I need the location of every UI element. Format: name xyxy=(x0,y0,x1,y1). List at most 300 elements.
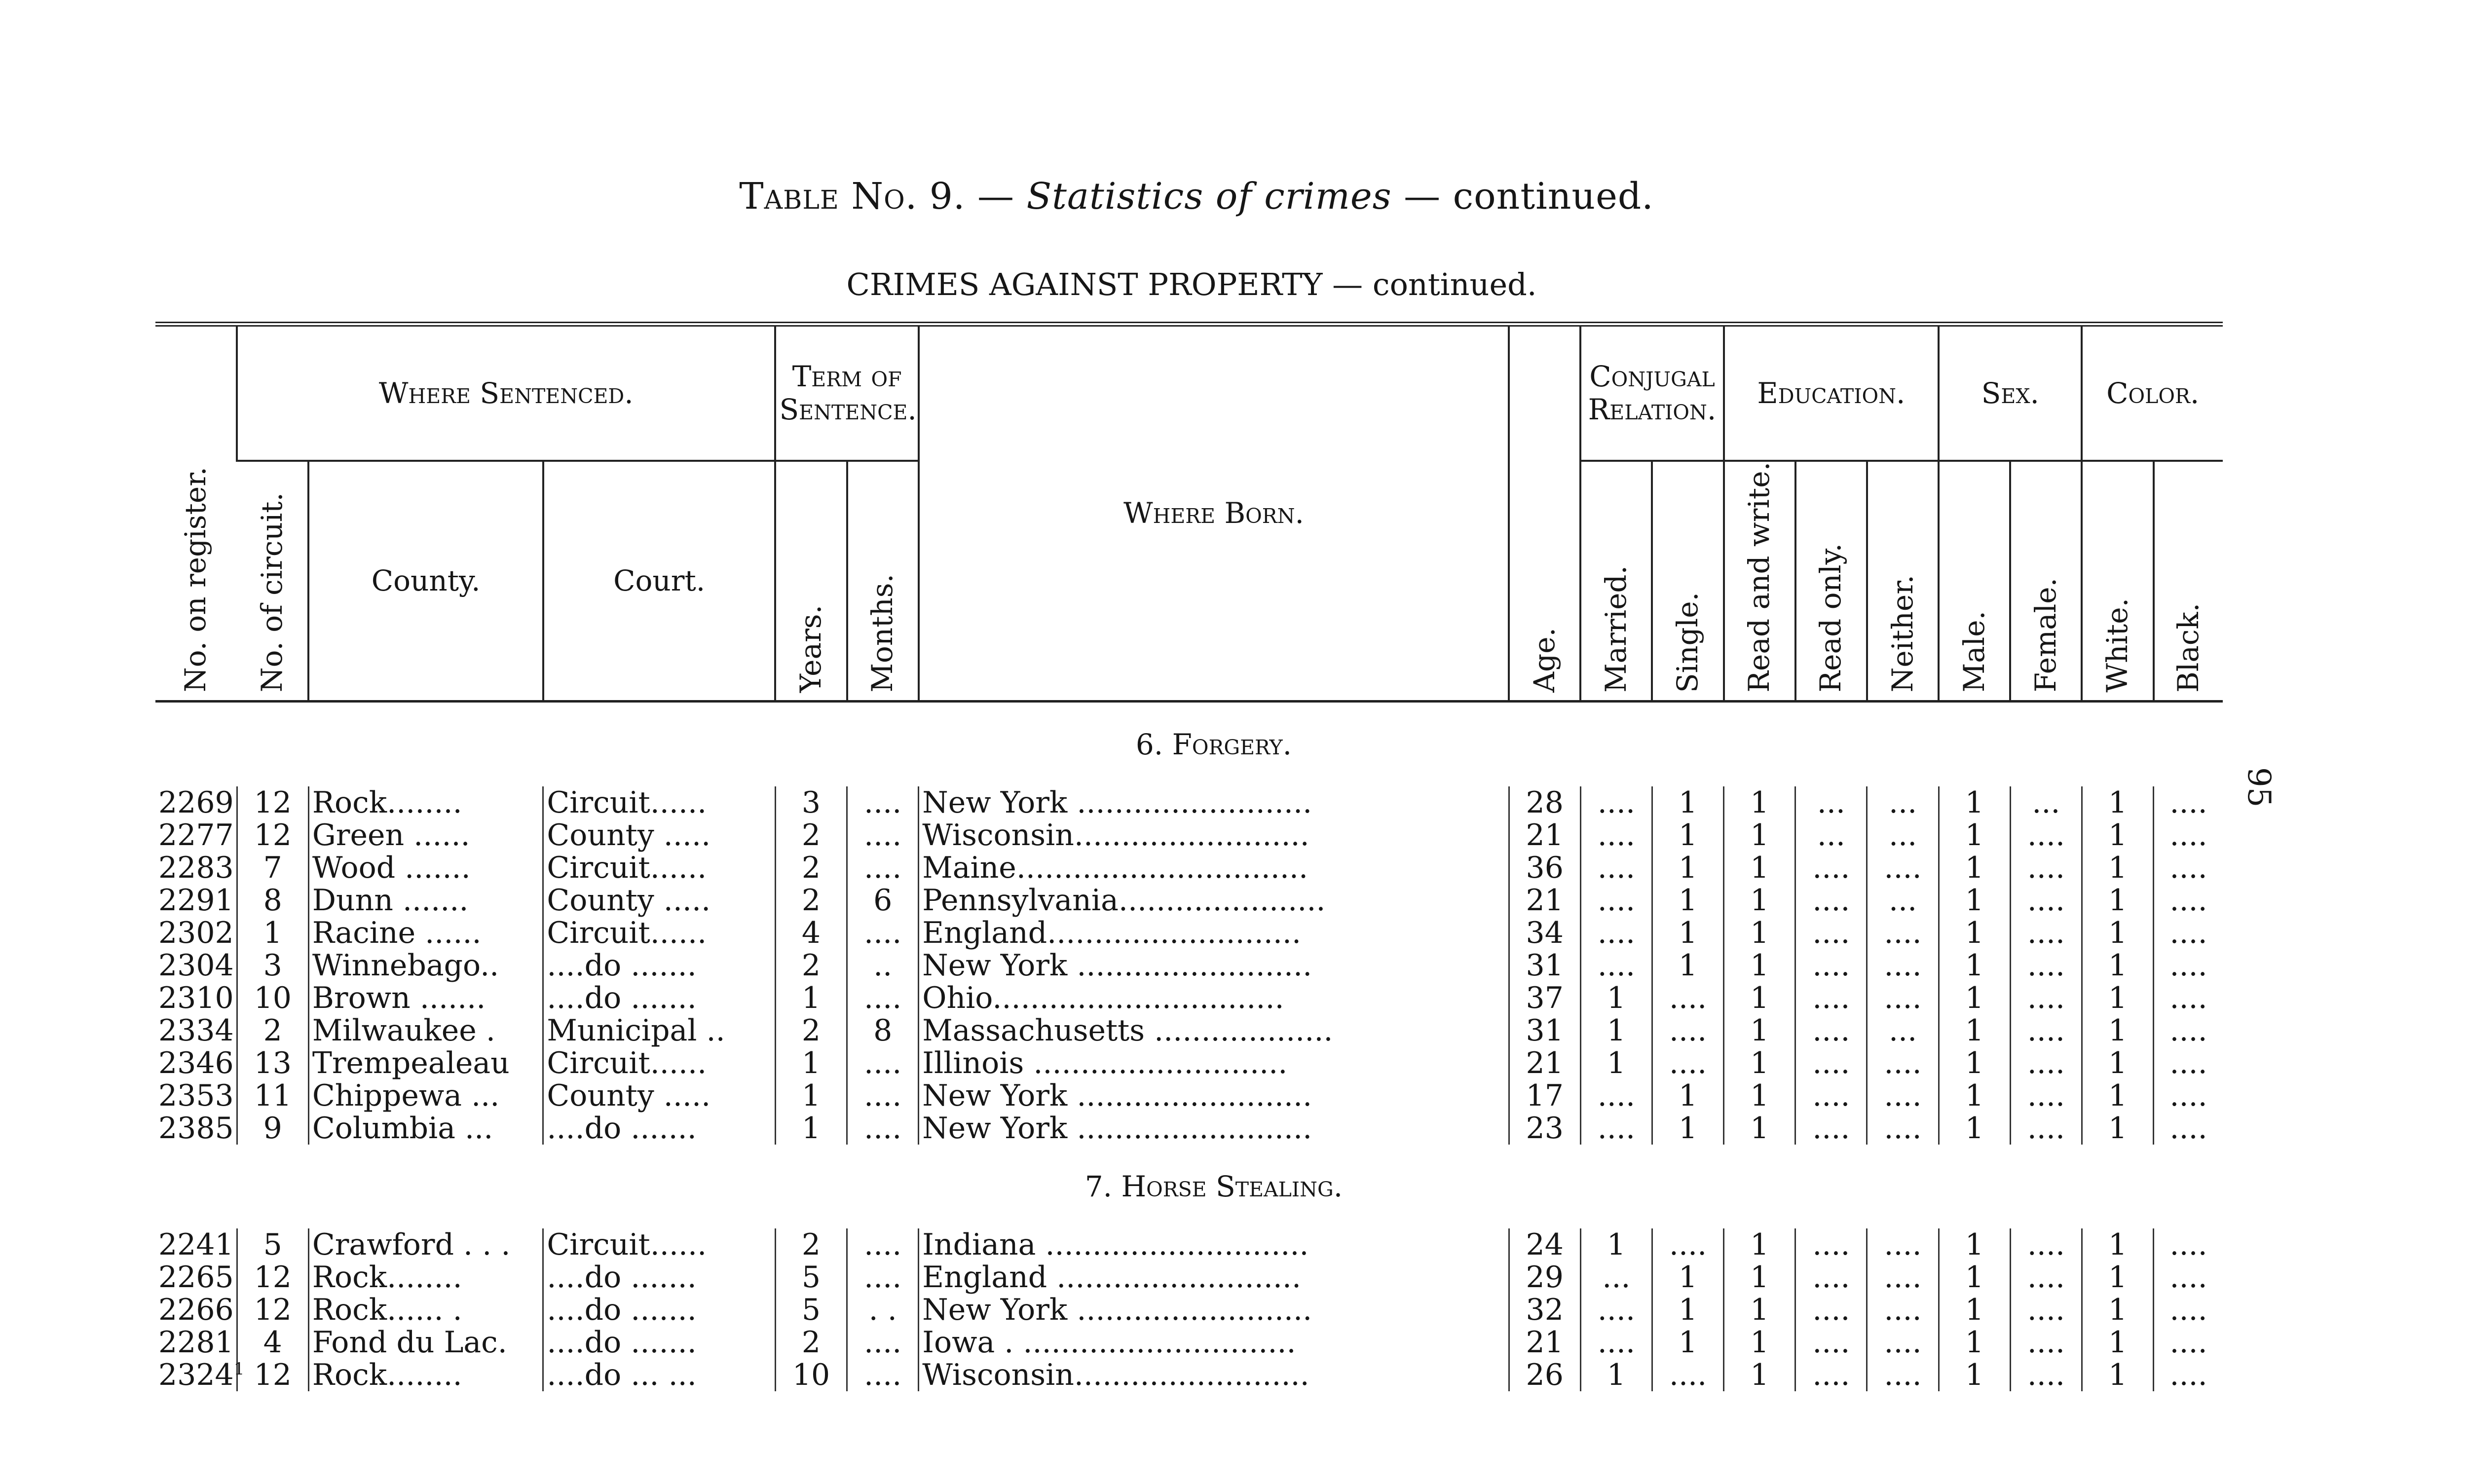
read-write-cell: 1 xyxy=(1724,1047,1795,1079)
married-cell: .... xyxy=(1580,884,1652,917)
group-color: Color. xyxy=(2082,324,2223,461)
single-cell: 1 xyxy=(1652,1261,1723,1294)
table-row xyxy=(155,1014,2223,1047)
court-cell: Circuit...... xyxy=(543,786,776,819)
county-cell: Racine ...... xyxy=(308,917,543,949)
female-cell: .... xyxy=(2010,1112,2082,1145)
county-cell: Trempealeau xyxy=(308,1047,543,1079)
white-cell: 1 xyxy=(2082,786,2153,819)
register-cell: 2265 xyxy=(158,1260,234,1295)
age-cell: 17 xyxy=(1509,1079,1580,1112)
age-cell: 31 xyxy=(1509,949,1580,982)
read-write-cell: 1 xyxy=(1724,1112,1795,1145)
table-row xyxy=(155,1079,2223,1112)
male-cell: 1 xyxy=(1939,1047,2010,1079)
single-cell: 1 xyxy=(1652,1112,1723,1145)
married-cell: .... xyxy=(1580,949,1652,982)
neither-cell: .... xyxy=(1867,1112,1939,1145)
table-row xyxy=(155,819,2223,852)
months-cell: .... xyxy=(847,1079,919,1112)
white-cell: 1 xyxy=(2082,917,2153,949)
birthplace-cell: Maine............................... xyxy=(919,852,1509,884)
circuit-cell: 5 xyxy=(237,1228,308,1261)
table-row xyxy=(155,1359,2223,1391)
married-cell: .... xyxy=(1580,786,1652,819)
black-cell: .... xyxy=(2154,852,2223,884)
read-only-cell: .... xyxy=(1795,982,1867,1014)
col-months: Months. xyxy=(847,461,919,701)
married-cell: ... xyxy=(1580,1261,1652,1294)
married-cell: .... xyxy=(1580,1112,1652,1145)
white-cell: 1 xyxy=(2082,819,2153,852)
months-cell: .... xyxy=(847,1047,919,1079)
court-cell: ....do ....... xyxy=(543,982,776,1014)
age-cell: 34 xyxy=(1509,917,1580,949)
group-education: Education. xyxy=(1724,324,1939,461)
read-only-cell: ... xyxy=(1795,786,1867,819)
single-cell: .... xyxy=(1652,1359,1723,1391)
months-cell: .... xyxy=(847,852,919,884)
neither-cell: .... xyxy=(1867,1294,1939,1326)
circuit-cell: 2 xyxy=(237,1014,308,1047)
table-row xyxy=(155,852,2223,884)
black-cell: .... xyxy=(2154,1014,2223,1047)
neither-cell: ... xyxy=(1867,1014,1939,1047)
page-number: 95 xyxy=(2241,767,2277,808)
neither-cell: .... xyxy=(1867,1228,1939,1261)
table-row xyxy=(155,1294,2223,1326)
court-cell: Circuit...... xyxy=(543,1047,776,1079)
col-read-only: Read only. xyxy=(1795,461,1867,701)
group-conjugal: Conjugal Relation. xyxy=(1580,324,1723,461)
single-cell: 1 xyxy=(1652,819,1723,852)
years-cell: 2 xyxy=(775,852,847,884)
male-cell: 1 xyxy=(1939,982,2010,1014)
register-cell: 2353 xyxy=(158,1078,234,1113)
col-female: Female. xyxy=(2010,461,2082,701)
county-cell: Winnebago.. xyxy=(308,949,543,982)
age-cell: 36 xyxy=(1509,852,1580,884)
months-cell: .... xyxy=(847,819,919,852)
birthplace-cell: New York ......................... xyxy=(919,1112,1509,1145)
single-cell: 1 xyxy=(1652,917,1723,949)
black-cell: .... xyxy=(2154,884,2223,917)
single-cell: 1 xyxy=(1652,949,1723,982)
married-cell: .... xyxy=(1580,917,1652,949)
female-cell: .... xyxy=(2010,852,2082,884)
married-cell: 1 xyxy=(1580,1047,1652,1079)
table-row xyxy=(155,1112,2223,1145)
years-cell: 5 xyxy=(775,1261,847,1294)
register-cell: 2334 xyxy=(158,1013,234,1048)
months-cell: .... xyxy=(847,917,919,949)
read-write-cell: 1 xyxy=(1724,1359,1795,1391)
female-cell: .... xyxy=(2010,917,2082,949)
circuit-cell: 12 xyxy=(237,1359,308,1391)
birthplace-cell: Iowa . ............................. xyxy=(919,1326,1509,1359)
female-cell: ... xyxy=(2010,786,2082,819)
birthplace-cell: Illinois ........................... xyxy=(919,1047,1509,1079)
county-cell: Columbia ... xyxy=(308,1112,543,1145)
read-only-cell: .... xyxy=(1795,917,1867,949)
male-cell: 1 xyxy=(1939,1294,2010,1326)
age-cell: 32 xyxy=(1509,1294,1580,1326)
col-male: Male. xyxy=(1939,461,2010,701)
county-cell: Rock........ xyxy=(308,1261,543,1294)
age-cell: 21 xyxy=(1509,1326,1580,1359)
white-cell: 1 xyxy=(2082,1228,2153,1261)
months-cell: .... xyxy=(847,982,919,1014)
birthplace-cell: England .......................... xyxy=(919,1261,1509,1294)
birthplace-cell: New York ......................... xyxy=(919,1294,1509,1326)
table-title xyxy=(0,175,2393,218)
years-cell: 2 xyxy=(775,1228,847,1261)
months-cell: 8 xyxy=(847,1014,919,1047)
register-cell: 2302 xyxy=(158,915,234,950)
years-cell: 1 xyxy=(775,1079,847,1112)
court-cell: Circuit...... xyxy=(543,852,776,884)
female-cell: .... xyxy=(2010,1228,2082,1261)
black-cell: .... xyxy=(2154,819,2223,852)
col-single: Single. xyxy=(1652,461,1723,701)
white-cell: 1 xyxy=(2082,852,2153,884)
read-write-cell: 1 xyxy=(1724,1228,1795,1261)
read-only-cell: .... xyxy=(1795,1359,1867,1391)
birthplace-cell: Wisconsin......................... xyxy=(919,819,1509,852)
read-only-cell: .... xyxy=(1795,1079,1867,1112)
years-cell: 5 xyxy=(775,1294,847,1326)
months-cell: .... xyxy=(847,786,919,819)
age-cell: 21 xyxy=(1509,884,1580,917)
crime-statistics-table xyxy=(155,322,2223,1391)
read-write-cell: 1 xyxy=(1724,1261,1795,1294)
male-cell: 1 xyxy=(1939,1228,2010,1261)
age-cell: 26 xyxy=(1509,1359,1580,1391)
white-cell: 1 xyxy=(2082,1326,2153,1359)
group-sex: Sex. xyxy=(1939,324,2082,461)
years-cell: 4 xyxy=(775,917,847,949)
court-cell: ....do ....... xyxy=(543,1294,776,1326)
white-cell: 1 xyxy=(2082,1112,2153,1145)
months-cell: 6 xyxy=(847,884,919,917)
circuit-cell: 12 xyxy=(237,1294,308,1326)
circuit-cell: 4 xyxy=(237,1326,308,1359)
circuit-cell: 11 xyxy=(237,1079,308,1112)
title-tail: — continued. xyxy=(1391,175,1654,218)
group-term: Term of Sentence. xyxy=(775,324,918,461)
register-cell: 2277 xyxy=(158,817,234,853)
female-cell: .... xyxy=(2010,1014,2082,1047)
circuit-cell: 7 xyxy=(237,852,308,884)
black-cell: .... xyxy=(2154,1112,2223,1145)
read-write-cell: 1 xyxy=(1724,852,1795,884)
read-write-cell: 1 xyxy=(1724,1326,1795,1359)
circuit-cell: 12 xyxy=(237,819,308,852)
read-only-cell: .... xyxy=(1795,949,1867,982)
male-cell: 1 xyxy=(1939,884,2010,917)
court-cell: Circuit...... xyxy=(543,917,776,949)
circuit-cell: 10 xyxy=(237,982,308,1014)
black-cell: .... xyxy=(2154,786,2223,819)
years-cell: 1 xyxy=(775,982,847,1014)
table-row xyxy=(155,982,2223,1014)
months-cell: .... xyxy=(847,1261,919,1294)
section-spacer xyxy=(1509,701,2223,786)
male-cell: 1 xyxy=(1939,1261,2010,1294)
months-cell: . . xyxy=(847,1294,919,1326)
court-cell: Circuit...... xyxy=(543,1228,776,1261)
neither-cell: .... xyxy=(1867,852,1939,884)
register-cell: 2346 xyxy=(158,1045,234,1080)
female-cell: .... xyxy=(2010,1261,2082,1294)
age-cell: 21 xyxy=(1509,819,1580,852)
circuit-cell: 8 xyxy=(237,884,308,917)
court-cell: ....do ....... xyxy=(543,1261,776,1294)
months-cell: .... xyxy=(847,1359,919,1391)
male-cell: 1 xyxy=(1939,917,2010,949)
table-row xyxy=(155,917,2223,949)
title-italic: Statistics of crimes xyxy=(1026,175,1392,218)
black-cell: .... xyxy=(2154,1294,2223,1326)
married-cell: .... xyxy=(1580,852,1652,884)
register-cell: 2269 xyxy=(158,785,234,820)
read-write-cell: 1 xyxy=(1724,1014,1795,1047)
table-body xyxy=(155,701,2223,1391)
read-only-cell: .... xyxy=(1795,1261,1867,1294)
female-cell: .... xyxy=(2010,1047,2082,1079)
read-only-cell: .... xyxy=(1795,1228,1867,1261)
circuit-cell: 13 xyxy=(237,1047,308,1079)
female-cell: .... xyxy=(2010,1326,2082,1359)
years-cell: 1 xyxy=(775,1112,847,1145)
register-cell: 2241 xyxy=(158,1227,234,1262)
single-cell: 1 xyxy=(1652,786,1723,819)
male-cell: 1 xyxy=(1939,786,2010,819)
years-cell: 2 xyxy=(775,884,847,917)
title-dash: — xyxy=(965,175,1027,218)
single-cell: 1 xyxy=(1652,884,1723,917)
table-label: Table No. 9. xyxy=(739,175,966,218)
female-cell: .... xyxy=(2010,1359,2082,1391)
white-cell: 1 xyxy=(2082,1294,2153,1326)
married-cell: 1 xyxy=(1580,1014,1652,1047)
col-county: County. xyxy=(308,461,543,701)
read-only-cell: ... xyxy=(1795,819,1867,852)
table-row xyxy=(155,949,2223,982)
court-cell: County ..... xyxy=(543,1079,776,1112)
years-cell: 2 xyxy=(775,1014,847,1047)
white-cell: 1 xyxy=(2082,949,2153,982)
male-cell: 1 xyxy=(1939,852,2010,884)
white-cell: 1 xyxy=(2082,884,2153,917)
section-spacer xyxy=(155,701,919,786)
county-cell: Wood ....... xyxy=(308,852,543,884)
single-cell: 1 xyxy=(1652,1079,1723,1112)
court-cell: County ..... xyxy=(543,884,776,917)
married-cell: 1 xyxy=(1580,1359,1652,1391)
age-cell: 21 xyxy=(1509,1047,1580,1079)
female-cell: .... xyxy=(2010,884,2082,917)
years-cell: 2 xyxy=(775,819,847,852)
neither-cell: .... xyxy=(1867,1261,1939,1294)
age-cell: 29 xyxy=(1509,1261,1580,1294)
age-cell: 31 xyxy=(1509,1014,1580,1047)
female-cell: .... xyxy=(2010,1294,2082,1326)
male-cell: 1 xyxy=(1939,1014,2010,1047)
black-cell: .... xyxy=(2154,917,2223,949)
single-cell: .... xyxy=(1652,1047,1723,1079)
single-cell: 1 xyxy=(1652,1294,1723,1326)
birthplace-cell: New York ......................... xyxy=(919,786,1509,819)
circuit-cell: 9 xyxy=(237,1112,308,1145)
read-write-cell: 1 xyxy=(1724,1294,1795,1326)
col-read-write: Read and write. xyxy=(1724,461,1795,701)
read-write-cell: 1 xyxy=(1724,949,1795,982)
county-cell: Milwaukee . xyxy=(308,1014,543,1047)
female-cell: .... xyxy=(2010,819,2082,852)
male-cell: 1 xyxy=(1939,949,2010,982)
neither-cell: .... xyxy=(1867,982,1939,1014)
table-row xyxy=(155,1228,2223,1261)
age-cell: 28 xyxy=(1509,786,1580,819)
circuit-cell: 12 xyxy=(237,786,308,819)
neither-cell: ... xyxy=(1867,786,1939,819)
read-only-cell: .... xyxy=(1795,1326,1867,1359)
read-only-cell: .... xyxy=(1795,852,1867,884)
col-register: No. on register. xyxy=(155,324,237,701)
age-cell: 24 xyxy=(1509,1228,1580,1261)
court-cell: County ..... xyxy=(543,819,776,852)
black-cell: .... xyxy=(2154,1047,2223,1079)
birthplace-cell: Massachusetts ................... xyxy=(919,1014,1509,1047)
single-cell: 1 xyxy=(1652,1326,1723,1359)
single-cell: 1 xyxy=(1652,852,1723,884)
female-cell: .... xyxy=(2010,949,2082,982)
county-cell: Crawford . . . xyxy=(308,1228,543,1261)
register-cell: 2304 xyxy=(158,948,234,983)
married-cell: .... xyxy=(1580,1326,1652,1359)
register-cell: 2283 xyxy=(158,850,234,885)
married-cell: .... xyxy=(1580,1079,1652,1112)
birthplace-cell: England........................... xyxy=(919,917,1509,949)
section-spacer xyxy=(1509,1145,2223,1228)
white-cell: 1 xyxy=(2082,982,2153,1014)
months-cell: .... xyxy=(847,1112,919,1145)
married-cell: .... xyxy=(1580,1294,1652,1326)
black-cell: .... xyxy=(2154,1079,2223,1112)
neither-cell: .... xyxy=(1867,1047,1939,1079)
col-neither: Neither. xyxy=(1867,461,1939,701)
table-subtitle: CRIMES AGAINST PROPERTY — continued. xyxy=(846,266,1537,302)
black-cell: .... xyxy=(2154,982,2223,1014)
section-heading-row xyxy=(155,1145,2223,1228)
single-cell: .... xyxy=(1652,982,1723,1014)
white-cell: 1 xyxy=(2082,1261,2153,1294)
register-cell: 2291 xyxy=(158,883,234,918)
married-cell: .... xyxy=(1580,819,1652,852)
neither-cell: ... xyxy=(1867,884,1939,917)
male-cell: 1 xyxy=(1939,1112,2010,1145)
white-cell: 1 xyxy=(2082,1359,2153,1391)
birthplace-cell: New York ......................... xyxy=(919,949,1509,982)
section-title: 7. Horse Stealing. xyxy=(1084,1169,1343,1203)
black-cell: .... xyxy=(2154,1228,2223,1261)
read-write-cell: 1 xyxy=(1724,786,1795,819)
read-write-cell: 1 xyxy=(1724,1079,1795,1112)
register-cell: 2281 xyxy=(158,1325,234,1360)
birthplace-cell: Indiana ............................ xyxy=(919,1228,1509,1261)
col-black: Black. xyxy=(2154,461,2223,701)
col-age: Age. xyxy=(1509,324,1580,701)
white-cell: 1 xyxy=(2082,1014,2153,1047)
years-cell: 10 xyxy=(775,1359,847,1391)
years-cell: 2 xyxy=(775,949,847,982)
read-write-cell: 1 xyxy=(1724,982,1795,1014)
county-cell: Rock...... . xyxy=(308,1294,543,1326)
married-cell: 1 xyxy=(1580,1228,1652,1261)
county-cell: Brown ....... xyxy=(308,982,543,1014)
circuit-cell: 1 xyxy=(237,917,308,949)
neither-cell: .... xyxy=(1867,1079,1939,1112)
years-cell: 1 xyxy=(775,1047,847,1079)
table-row xyxy=(155,786,2223,819)
age-cell: 23 xyxy=(1509,1112,1580,1145)
black-cell: .... xyxy=(2154,1359,2223,1391)
months-cell: .... xyxy=(847,1228,919,1261)
court-cell: Municipal .. xyxy=(543,1014,776,1047)
read-write-cell: 1 xyxy=(1724,917,1795,949)
birthplace-cell: New York ......................... xyxy=(919,1079,1509,1112)
col-married: Married. xyxy=(1580,461,1652,701)
black-cell: .... xyxy=(2154,1326,2223,1359)
white-cell: 1 xyxy=(2082,1047,2153,1079)
read-only-cell: .... xyxy=(1795,1294,1867,1326)
read-write-cell: 1 xyxy=(1724,819,1795,852)
neither-cell: ... xyxy=(1867,819,1939,852)
female-cell: .... xyxy=(2010,1079,2082,1112)
years-cell: 2 xyxy=(775,1326,847,1359)
col-circuit: No. of circuit. xyxy=(237,461,308,701)
table-row xyxy=(155,1326,2223,1359)
col-where-born: Where Born. xyxy=(919,324,1509,701)
register-cell: 2266 xyxy=(158,1292,234,1327)
county-cell: Green ...... xyxy=(308,819,543,852)
court-cell: ....do ....... xyxy=(543,949,776,982)
age-cell: 37 xyxy=(1509,982,1580,1014)
table-row xyxy=(155,1047,2223,1079)
col-white: White. xyxy=(2082,461,2153,701)
neither-cell: .... xyxy=(1867,917,1939,949)
neither-cell: .... xyxy=(1867,949,1939,982)
circuit-cell: 12 xyxy=(237,1261,308,1294)
months-cell: .... xyxy=(847,1326,919,1359)
table-row xyxy=(155,884,2223,917)
court-cell: ....do ... ... xyxy=(543,1359,776,1391)
court-cell: ....do ....... xyxy=(543,1112,776,1145)
black-cell: .... xyxy=(2154,1261,2223,1294)
male-cell: 1 xyxy=(1939,1359,2010,1391)
months-cell: .. xyxy=(847,949,919,982)
county-cell: Rock........ xyxy=(308,1359,543,1391)
register-cell: 2385 xyxy=(158,1111,234,1146)
group-where-sentenced: Where Sentenced. xyxy=(237,324,775,461)
male-cell: 1 xyxy=(1939,819,2010,852)
read-only-cell: .... xyxy=(1795,1014,1867,1047)
female-cell: .... xyxy=(2010,982,2082,1014)
neither-cell: .... xyxy=(1867,1359,1939,1391)
circuit-cell: 3 xyxy=(237,949,308,982)
married-cell: 1 xyxy=(1580,982,1652,1014)
